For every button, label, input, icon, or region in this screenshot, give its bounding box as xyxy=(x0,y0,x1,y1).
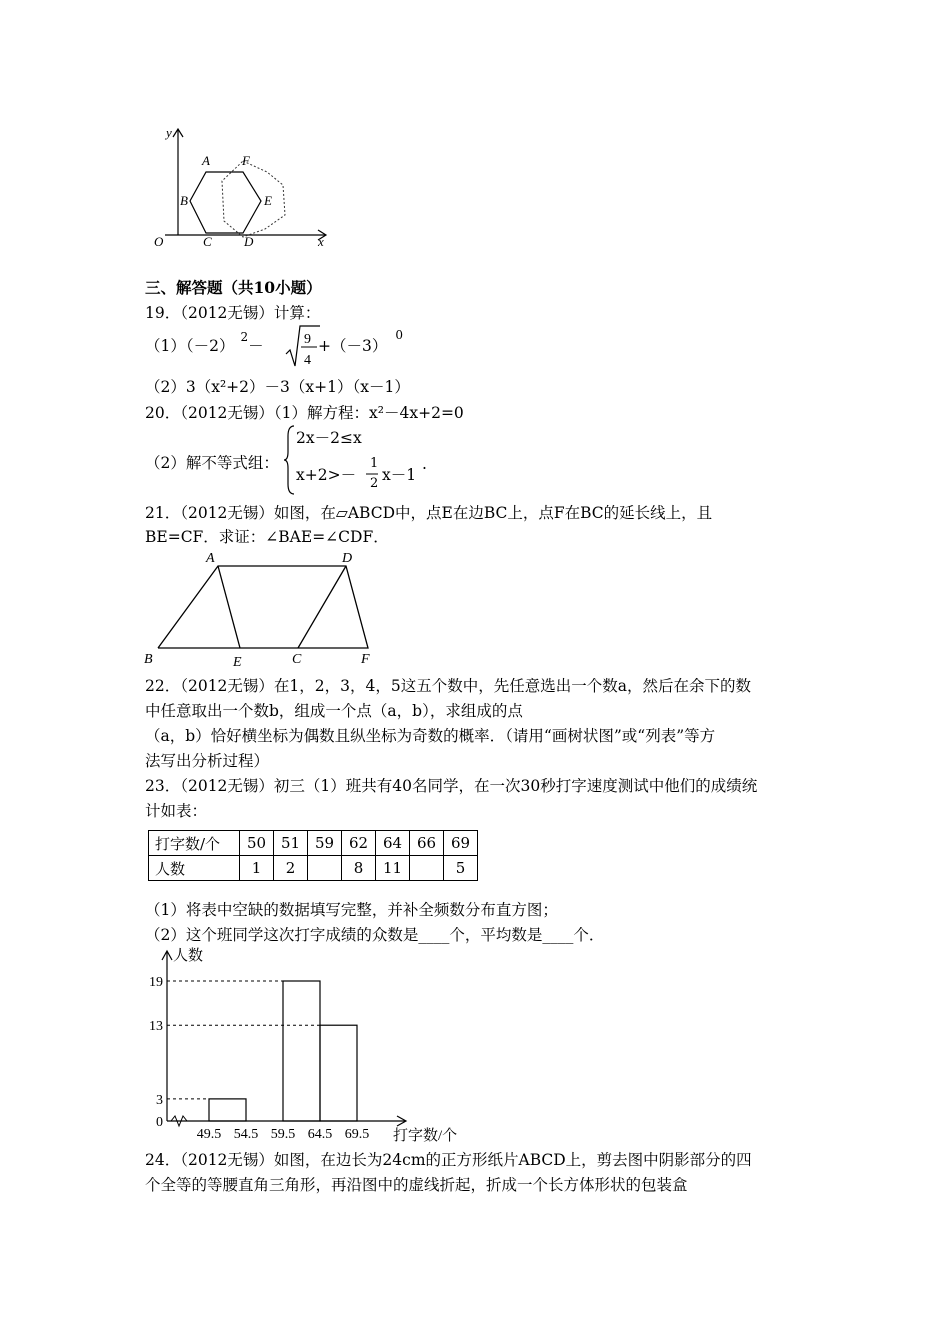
q21-line2: BE=CF．求证：∠BAE=∠CDF． xyxy=(145,528,389,546)
q23-sub2: （2）这个班同学这次打字成绩的众数是____个，平均数是____个． xyxy=(145,926,605,944)
origin-label: O xyxy=(154,234,164,249)
vertex-f-label: F xyxy=(242,153,250,168)
section-title: 三、解答题（共10小题） xyxy=(145,278,322,297)
sqrt-denominator: 4 xyxy=(304,353,311,368)
q24-line1: 24．（2012无锡）如图，在边长为24cm的正方形纸片ABCD上，剪去图中阴影部分的四 xyxy=(145,1151,752,1169)
histogram-x-tick: 59.5 xyxy=(270,1127,296,1142)
q24-line2: 个全等的等腰直角三角形，再沿图中的虚线折起，折成一个长方体形状的包装盒 xyxy=(145,1176,688,1194)
q19-part2: （2）3（x²+2）－3（x+1）（x－1） xyxy=(145,378,410,396)
label-b: B xyxy=(144,652,153,667)
ineq-frac-den: 2 xyxy=(370,476,379,491)
q19-expr-a: （－2） xyxy=(185,337,235,356)
q23-line1: 23．（2012无锡）初三（1）班共有40名同学，在一次30秒打字速度测试中他们的成绩统 xyxy=(145,777,758,795)
q19-expr-b: +（－3） xyxy=(318,337,388,356)
vertex-b-label: B xyxy=(180,193,188,208)
table-cell: 62 xyxy=(342,831,376,856)
ineq-frac-num: 1 xyxy=(370,456,379,471)
table-cell: 8 xyxy=(342,856,376,881)
histogram-x-tick: 64.5 xyxy=(307,1127,333,1142)
histogram-y-tick: 3 xyxy=(156,1092,163,1108)
table-cell: 50 xyxy=(240,831,274,856)
q22-line1: 22．（2012无锡）在1，2，3，4，5这五个数中，先任意选出一个数a，然后在余下的数 xyxy=(145,677,751,695)
vertex-d-label: D xyxy=(244,234,254,249)
table-cell xyxy=(308,856,342,881)
inequality-2b: x－1 xyxy=(382,466,417,484)
histogram-y-tick: 19 xyxy=(149,975,163,990)
histogram-xlabel: 打字数/个 xyxy=(393,1128,458,1144)
q20-part2-prefix: （2）解不等式组： xyxy=(145,454,279,472)
q22-line4: 法写出分析过程） xyxy=(145,752,270,770)
histogram-bar xyxy=(320,1025,357,1121)
q19-p1-prefix: （1） xyxy=(145,337,186,356)
x-axis-label: x xyxy=(318,234,324,249)
q19-head: 19．（2012无锡）计算： xyxy=(145,304,321,322)
vertex-c-label: C xyxy=(203,234,212,249)
histogram-y-tick: 0 xyxy=(156,1115,163,1130)
ineq-end-dot: . xyxy=(422,455,427,473)
table-cell: 11 xyxy=(376,856,410,881)
table-header-count: 人数 xyxy=(149,856,240,881)
q19-exp-b: 0 xyxy=(395,328,403,342)
sqrt-numerator: 9 xyxy=(304,332,311,347)
table-row xyxy=(149,856,478,881)
y-axis-label: y xyxy=(166,125,172,140)
histogram-bar xyxy=(209,1099,246,1121)
histogram-bar xyxy=(283,981,320,1121)
q22-line2: 中任意取出一个数b，组成一个点（a，b），求组成的点 xyxy=(145,702,523,720)
vertex-a-label: A xyxy=(202,153,210,168)
label-c: C xyxy=(292,652,302,667)
q19-part1 xyxy=(145,330,264,356)
q19-minus: － xyxy=(248,337,264,356)
histogram-y-tick: 13 xyxy=(149,1019,163,1035)
label-d: D xyxy=(342,551,353,566)
q19-exp-a: 2 xyxy=(240,330,249,344)
table-row xyxy=(149,831,478,856)
inequality-2a: x+2>－ xyxy=(296,466,357,484)
q23-line2: 计如表： xyxy=(145,802,208,820)
hexagon-figure xyxy=(140,125,340,250)
histogram-chart xyxy=(135,940,475,1145)
parallelogram-figure xyxy=(140,548,380,670)
histogram-ylabel: 人数 xyxy=(173,948,204,964)
table-cell: 51 xyxy=(274,831,308,856)
q20-head: 20．（2012无锡）（1）解方程：x²－4x+2=0 xyxy=(145,404,464,422)
table-cell: 1 xyxy=(240,856,274,881)
table-cell: 69 xyxy=(444,831,478,856)
q19-part1-tail xyxy=(318,328,403,356)
label-f: F xyxy=(361,652,370,667)
typing-table xyxy=(148,830,478,881)
histogram-x-tick: 49.5 xyxy=(196,1127,222,1142)
table-header-speed: 打字数/个 xyxy=(149,831,240,856)
table-cell: 59 xyxy=(308,831,342,856)
vertex-e-label: E xyxy=(264,193,272,208)
table-cell: 5 xyxy=(444,856,478,881)
label-a: A xyxy=(206,551,215,566)
q23-sub1: （1）将表中空缺的数据填写完整，并补全频数分布直方图； xyxy=(145,901,558,919)
label-e: E xyxy=(233,655,242,670)
histogram-x-tick: 54.5 xyxy=(233,1127,259,1142)
table-cell: 2 xyxy=(274,856,308,881)
table-cell: 64 xyxy=(376,831,410,856)
inequality-1: 2x－2≤x xyxy=(296,429,362,447)
table-cell: 66 xyxy=(410,831,444,856)
table-cell xyxy=(410,856,444,881)
histogram-x-tick: 69.5 xyxy=(344,1127,370,1142)
q22-line3: （a，b）恰好横坐标为偶数且纵坐标为奇数的概率．（请用“画树状图”或“列表”等方 xyxy=(145,727,716,745)
q21-line1: 21．（2012无锡）如图，在▱ABCD中，点E在边BC上，点F在BC的延长线上，且 xyxy=(145,504,713,522)
